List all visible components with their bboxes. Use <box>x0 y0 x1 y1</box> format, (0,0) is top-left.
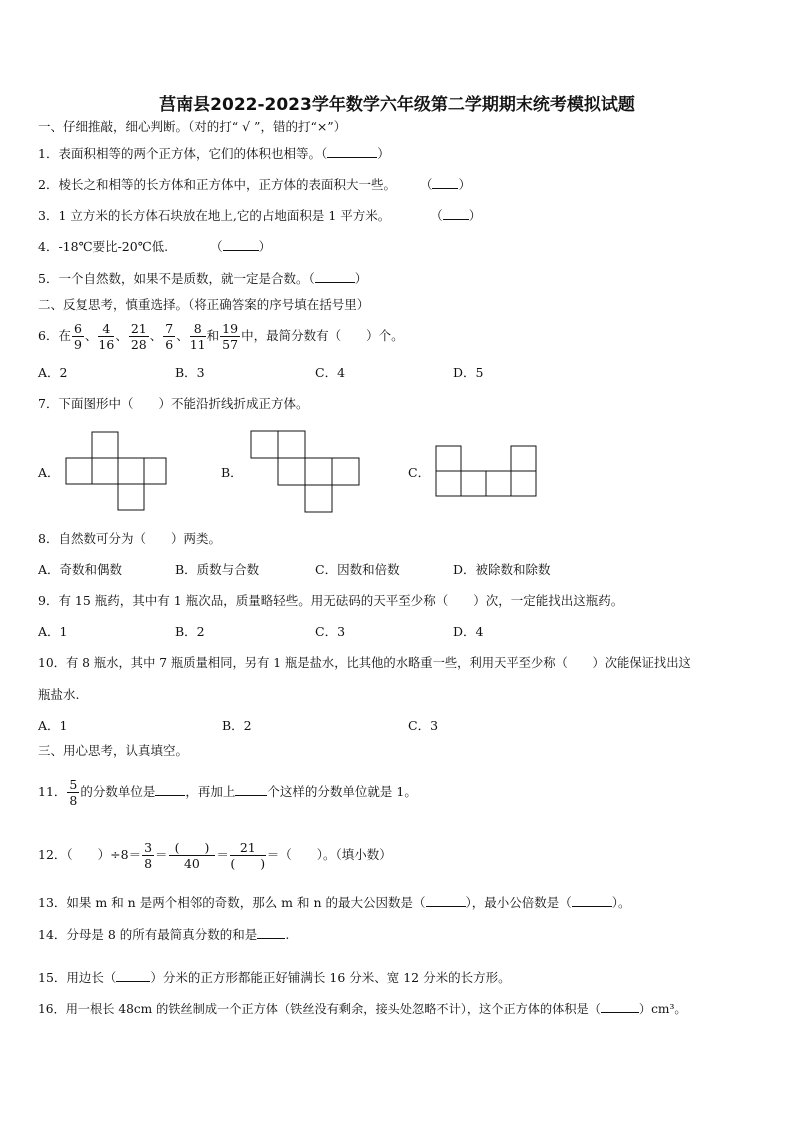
answer-blank[interactable] <box>257 938 285 939</box>
option-c-label[interactable]: C． <box>408 465 431 480</box>
section-2-heading: 二、反复思考，慎重选择。（将正确答案的序号填在括号里） <box>38 297 370 312</box>
question-11: 11． $\frac{5}{8}$ 的分数单位是 ，再加上 个这样的分数单位就是 1。 <box>38 777 417 808</box>
option-a[interactable]: A．奇数和偶数 <box>38 562 123 577</box>
option-b[interactable]: B．2 <box>222 718 252 733</box>
option-a[interactable]: A．1 <box>38 624 68 639</box>
answer-blank[interactable] <box>601 1012 639 1013</box>
option-a[interactable]: A．2 <box>38 365 68 380</box>
answer-blank[interactable] <box>572 906 612 907</box>
option-d[interactable]: D．5 <box>453 365 484 380</box>
section-3-heading: 三、用心思考，认真填空。 <box>38 743 189 758</box>
fraction: $\frac{( )}{40}$ <box>169 840 216 871</box>
answer-blank[interactable] <box>315 282 355 283</box>
cube-net-c[interactable] <box>434 444 538 498</box>
fraction: $\frac{5}{8}$ <box>69 777 78 808</box>
paren-close: ） <box>377 146 390 161</box>
option-b[interactable]: B．质数与合数 <box>175 562 260 577</box>
question-4 <box>38 238 271 256</box>
paren-close: ） <box>258 239 272 254</box>
question-9: 9．有 15 瓶药，其中有 1 瓶次品，质量略轻些。用无砝码的天平至少称（ ）次，一定能找出这瓶药。 <box>38 593 624 608</box>
option-a-label[interactable]: A． <box>38 465 60 480</box>
option-d[interactable]: D．被除数和除数 <box>453 562 551 577</box>
option-c[interactable]: C．3 <box>408 718 439 733</box>
paren-open: （ <box>430 208 443 223</box>
fraction: $\frac{3}{8}$ <box>144 840 153 871</box>
fraction: $\frac{19}{57}$ <box>222 321 239 352</box>
question-7: 7．下面图形中（ ）不能沿折线折成正方体。 <box>38 396 309 411</box>
paren-open: （ <box>419 177 433 192</box>
question-2-text: 2．棱长之和相等的长方体和正方体中，正方体的表面积大一些。 <box>38 177 396 192</box>
answer-blank[interactable] <box>235 795 267 796</box>
question-12: 12．（ ）÷8＝ $\frac{3}{8}$ ＝ $\frac{( )}{40}$ ＝ $\frac{21}{( )}$ ＝（ ）。（填小数） <box>38 840 392 871</box>
answer-blank[interactable] <box>155 795 185 796</box>
answer-blank[interactable] <box>223 250 259 251</box>
paren-close: ） <box>458 177 471 192</box>
question-10-continued: 瓶盐水. <box>38 687 80 702</box>
option-d[interactable]: D．4 <box>453 624 484 639</box>
fraction: $\frac{8}{11}$ <box>189 321 206 352</box>
question-number: 11． <box>38 784 67 799</box>
question-4-text: 4．-18℃要比-20℃低. <box>38 239 169 254</box>
answer-blank[interactable] <box>426 906 466 907</box>
cube-net-b[interactable] <box>249 429 363 515</box>
question-3-text: 3．1 立方米的长方体石块放在地上,它的占地面积是 1 平方米。 <box>38 208 391 223</box>
page-title: 莒南县2022-2023学年数学六年级第二学期期末统考模拟试题 <box>159 95 635 115</box>
question-1 <box>38 145 390 163</box>
question-2 <box>38 176 471 194</box>
answer-blank[interactable] <box>443 219 469 220</box>
question-6-suffix: 中，最简分数有（ ）个。 <box>241 328 404 343</box>
question-14: 14．分母是 8 的所有最简真分数的和是 . <box>38 927 290 942</box>
question-16: 16．用一根长 48cm 的铁丝制成一个正方体（铁丝没有剩余，接头处忽略不计），这个正方体的体积是（ ）cm³。 <box>38 1002 687 1016</box>
fraction: $\frac{4}{16}$ <box>98 321 115 352</box>
answer-blank[interactable] <box>432 188 458 189</box>
question-3 <box>38 207 481 225</box>
option-b[interactable]: B．3 <box>175 365 205 380</box>
fraction: $\frac{21}{28}$ <box>130 321 147 352</box>
question-6: 6．在 $\frac{6}{9}$ 、 $\frac{4}{16}$ 、 $\frac{21}{28}$ 、 $\frac{7}{6}$ 、 $\frac{8}{11}$ 和 $\frac{19}{57}$ 中，最简分数有（ ）个。 <box>38 321 404 352</box>
question-6-prefix: 6．在 <box>38 328 71 343</box>
answer-blank[interactable] <box>116 981 150 982</box>
fraction: $\frac{6}{9}$ <box>73 321 82 352</box>
fraction: $\frac{21}{( )}$ <box>230 840 266 871</box>
paren-close: ） <box>468 208 482 223</box>
question-8: 8．自然数可分为（ ）两类。 <box>38 531 221 546</box>
cube-net-a[interactable] <box>64 431 168 513</box>
question-1-text: 1．表面积相等的两个正方体，它们的体积也相等。（ <box>38 146 328 161</box>
section-1-heading: 一、仔细推敲，细心判断。（对的打“ √ ”，错的打“×”） <box>38 119 347 134</box>
fraction: $\frac{7}{6}$ <box>165 321 174 352</box>
paren-open: （ <box>210 239 223 254</box>
question-5 <box>38 270 367 288</box>
option-c[interactable]: C．因数和倍数 <box>315 562 400 577</box>
option-c[interactable]: C．4 <box>315 365 346 380</box>
question-12-prefix: 12．（ ）÷8＝ <box>38 847 142 862</box>
answer-blank[interactable] <box>327 157 377 158</box>
option-b-label[interactable]: B． <box>221 465 243 480</box>
question-15: 15．用边长（ ）分米的正方形都能正好铺满长 16 分米、宽 12 分米的长方形。 <box>38 970 511 985</box>
option-b[interactable]: B．2 <box>175 624 205 639</box>
question-13: 13．如果 m 和 n 是两个相邻的奇数，那么 m 和 n 的最大公因数是（ ），最小公倍数是（ ）。 <box>38 895 631 910</box>
option-c[interactable]: C．3 <box>315 624 346 639</box>
option-a[interactable]: A．1 <box>38 718 68 733</box>
paren-close: ） <box>354 271 368 286</box>
question-12-suffix: ＝（ ）。（填小数） <box>266 847 392 862</box>
question-10: 10．有 8 瓶水，其中 7 瓶质量相同，另有 1 瓶是盐水，比其他的水略重一些，利用天平至少称（ ）次能保证找出这 <box>38 656 691 670</box>
question-5-text: 5．一个自然数，如果不是质数，就一定是合数。（ <box>38 271 315 286</box>
